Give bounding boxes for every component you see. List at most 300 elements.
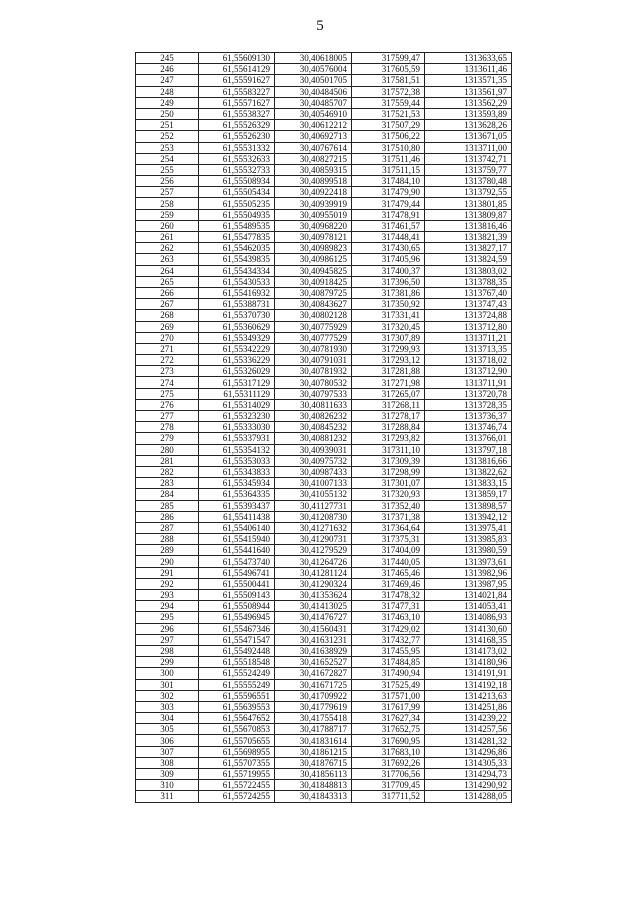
table-row xyxy=(136,142,512,153)
x-coordinate-cell: 317484,10 xyxy=(352,176,425,187)
longitude-cell: 30,41709922 xyxy=(275,690,352,701)
longitude-cell: 30,41671725 xyxy=(275,679,352,690)
point-number-cell: 274 xyxy=(136,377,199,388)
table-row xyxy=(136,209,512,220)
latitude-cell: 61,55707355 xyxy=(199,757,275,768)
longitude-cell: 30,40802128 xyxy=(275,310,352,321)
x-coordinate-cell: 317627,34 xyxy=(352,713,425,724)
latitude-cell: 61,55317129 xyxy=(199,377,275,388)
x-coordinate-cell: 317293,82 xyxy=(352,433,425,444)
longitude-cell: 30,41290731 xyxy=(275,534,352,545)
point-number-cell: 290 xyxy=(136,556,199,567)
table-row xyxy=(136,769,512,780)
longitude-cell: 30,41788717 xyxy=(275,724,352,735)
point-number-cell: 257 xyxy=(136,187,199,198)
x-coordinate-cell: 317381,86 xyxy=(352,287,425,298)
x-coordinate-cell: 317429,02 xyxy=(352,623,425,634)
y-coordinate-cell: 1314288,05 xyxy=(425,791,512,802)
longitude-cell: 30,40968220 xyxy=(275,220,352,231)
longitude-cell: 30,40899518 xyxy=(275,176,352,187)
table-row xyxy=(136,399,512,410)
table-row xyxy=(136,701,512,712)
y-coordinate-cell: 1313942,12 xyxy=(425,511,512,522)
longitude-cell: 30,40987433 xyxy=(275,466,352,477)
y-coordinate-cell: 1314053,41 xyxy=(425,601,512,612)
point-number-cell: 301 xyxy=(136,679,199,690)
table-row xyxy=(136,321,512,332)
longitude-cell: 30,41208730 xyxy=(275,511,352,522)
point-number-cell: 304 xyxy=(136,713,199,724)
point-number-cell: 245 xyxy=(136,53,199,64)
point-number-cell: 272 xyxy=(136,355,199,366)
longitude-cell: 30,40845232 xyxy=(275,422,352,433)
latitude-cell: 61,55314029 xyxy=(199,399,275,410)
point-number-cell: 279 xyxy=(136,433,199,444)
table-row xyxy=(136,243,512,254)
latitude-cell: 61,55441640 xyxy=(199,545,275,556)
longitude-cell: 30,40879725 xyxy=(275,287,352,298)
x-coordinate-cell: 317521,53 xyxy=(352,108,425,119)
y-coordinate-cell: 1313711,91 xyxy=(425,377,512,388)
y-coordinate-cell: 1313712,80 xyxy=(425,321,512,332)
y-coordinate-cell: 1313821,39 xyxy=(425,232,512,243)
latitude-cell: 61,55705655 xyxy=(199,735,275,746)
table-row xyxy=(136,556,512,567)
longitude-cell: 30,40546910 xyxy=(275,108,352,119)
y-coordinate-cell: 1314296,86 xyxy=(425,746,512,757)
latitude-cell: 61,55370730 xyxy=(199,310,275,321)
x-coordinate-cell: 317301,07 xyxy=(352,478,425,489)
latitude-cell: 61,55583227 xyxy=(199,86,275,97)
x-coordinate-cell: 317309,39 xyxy=(352,455,425,466)
table-row xyxy=(136,612,512,623)
page-number: 5 xyxy=(316,18,324,34)
table-row xyxy=(136,433,512,444)
x-coordinate-cell: 317581,51 xyxy=(352,75,425,86)
table-row xyxy=(136,645,512,656)
latitude-cell: 61,55639553 xyxy=(199,701,275,712)
y-coordinate-cell: 1313633,65 xyxy=(425,53,512,64)
coordinates-table-body xyxy=(136,53,512,803)
point-number-cell: 298 xyxy=(136,645,199,656)
x-coordinate-cell: 317617,99 xyxy=(352,701,425,712)
point-number-cell: 277 xyxy=(136,411,199,422)
x-coordinate-cell: 317352,40 xyxy=(352,500,425,511)
x-coordinate-cell: 317405,96 xyxy=(352,254,425,265)
latitude-cell: 61,55477835 xyxy=(199,232,275,243)
table-row xyxy=(136,153,512,164)
point-number-cell: 246 xyxy=(136,64,199,75)
point-number-cell: 278 xyxy=(136,422,199,433)
x-coordinate-cell: 317278,17 xyxy=(352,411,425,422)
x-coordinate-cell: 317507,29 xyxy=(352,120,425,131)
y-coordinate-cell: 1314239,22 xyxy=(425,713,512,724)
latitude-cell: 61,55532633 xyxy=(199,153,275,164)
x-coordinate-cell: 317599,47 xyxy=(352,53,425,64)
y-coordinate-cell: 1313780,48 xyxy=(425,176,512,187)
longitude-cell: 30,40775929 xyxy=(275,321,352,332)
longitude-cell: 30,40791031 xyxy=(275,355,352,366)
y-coordinate-cell: 1313711,21 xyxy=(425,332,512,343)
latitude-cell: 61,55496945 xyxy=(199,612,275,623)
table-row xyxy=(136,511,512,522)
latitude-cell: 61,55596551 xyxy=(199,690,275,701)
point-number-cell: 287 xyxy=(136,522,199,533)
latitude-cell: 61,55360629 xyxy=(199,321,275,332)
table-row xyxy=(136,131,512,142)
table-row xyxy=(136,690,512,701)
x-coordinate-cell: 317288,84 xyxy=(352,422,425,433)
point-number-cell: 306 xyxy=(136,735,199,746)
table-row xyxy=(136,53,512,64)
y-coordinate-cell: 1313720,78 xyxy=(425,388,512,399)
table-row xyxy=(136,657,512,668)
y-coordinate-cell: 1314251,86 xyxy=(425,701,512,712)
y-coordinate-cell: 1313561,97 xyxy=(425,86,512,97)
x-coordinate-cell: 317469,46 xyxy=(352,578,425,589)
table-row xyxy=(136,623,512,634)
point-number-cell: 311 xyxy=(136,791,199,802)
latitude-cell: 61,55724255 xyxy=(199,791,275,802)
table-row xyxy=(136,724,512,735)
point-number-cell: 268 xyxy=(136,310,199,321)
table-row xyxy=(136,567,512,578)
x-coordinate-cell: 317484,85 xyxy=(352,657,425,668)
table-row xyxy=(136,500,512,511)
y-coordinate-cell: 1313711,00 xyxy=(425,142,512,153)
latitude-cell: 61,55496741 xyxy=(199,567,275,578)
x-coordinate-cell: 317268,11 xyxy=(352,399,425,410)
longitude-cell: 30,41779619 xyxy=(275,701,352,712)
point-number-cell: 291 xyxy=(136,567,199,578)
x-coordinate-cell: 317479,90 xyxy=(352,187,425,198)
table-row xyxy=(136,176,512,187)
y-coordinate-cell: 1313671,05 xyxy=(425,131,512,142)
longitude-cell: 30,40945825 xyxy=(275,265,352,276)
x-coordinate-cell: 317440,05 xyxy=(352,556,425,567)
y-coordinate-cell: 1313742,71 xyxy=(425,153,512,164)
latitude-cell: 61,55462035 xyxy=(199,243,275,254)
longitude-cell: 30,40843627 xyxy=(275,299,352,310)
y-coordinate-cell: 1314305,33 xyxy=(425,757,512,768)
latitude-cell: 61,55439835 xyxy=(199,254,275,265)
table-row xyxy=(136,578,512,589)
y-coordinate-cell: 1313724,88 xyxy=(425,310,512,321)
longitude-cell: 30,40485707 xyxy=(275,97,352,108)
table-row xyxy=(136,86,512,97)
longitude-cell: 30,41856113 xyxy=(275,769,352,780)
longitude-cell: 30,41848813 xyxy=(275,780,352,791)
table-row xyxy=(136,97,512,108)
longitude-cell: 30,40881232 xyxy=(275,433,352,444)
point-number-cell: 285 xyxy=(136,500,199,511)
latitude-cell: 61,55415940 xyxy=(199,534,275,545)
x-coordinate-cell: 317271,98 xyxy=(352,377,425,388)
x-coordinate-cell: 317430,65 xyxy=(352,243,425,254)
latitude-cell: 61,55532733 xyxy=(199,164,275,175)
point-number-cell: 294 xyxy=(136,601,199,612)
point-number-cell: 310 xyxy=(136,780,199,791)
latitude-cell: 61,55489535 xyxy=(199,220,275,231)
latitude-cell: 61,55345934 xyxy=(199,478,275,489)
latitude-cell: 61,55571627 xyxy=(199,97,275,108)
point-number-cell: 295 xyxy=(136,612,199,623)
table-row xyxy=(136,310,512,321)
y-coordinate-cell: 1314173,02 xyxy=(425,645,512,656)
latitude-cell: 61,55411438 xyxy=(199,511,275,522)
x-coordinate-cell: 317320,93 xyxy=(352,489,425,500)
longitude-cell: 30,41476727 xyxy=(275,612,352,623)
table-row xyxy=(136,187,512,198)
longitude-cell: 30,40797533 xyxy=(275,388,352,399)
longitude-cell: 30,41413025 xyxy=(275,601,352,612)
latitude-cell: 61,55526329 xyxy=(199,120,275,131)
y-coordinate-cell: 1313898,57 xyxy=(425,500,512,511)
coordinates-table xyxy=(135,52,512,803)
y-coordinate-cell: 1313975,41 xyxy=(425,522,512,533)
point-number-cell: 259 xyxy=(136,209,199,220)
table-row xyxy=(136,355,512,366)
x-coordinate-cell: 317652,75 xyxy=(352,724,425,735)
longitude-cell: 30,41631231 xyxy=(275,634,352,645)
y-coordinate-cell: 1313718,02 xyxy=(425,355,512,366)
y-coordinate-cell: 1313982,96 xyxy=(425,567,512,578)
point-number-cell: 254 xyxy=(136,153,199,164)
point-number-cell: 250 xyxy=(136,108,199,119)
x-coordinate-cell: 317461,57 xyxy=(352,220,425,231)
x-coordinate-cell: 317511,15 xyxy=(352,164,425,175)
longitude-cell: 30,40859315 xyxy=(275,164,352,175)
point-number-cell: 266 xyxy=(136,287,199,298)
x-coordinate-cell: 317311,10 xyxy=(352,444,425,455)
table-row xyxy=(136,332,512,343)
latitude-cell: 61,55509143 xyxy=(199,590,275,601)
latitude-cell: 61,55647652 xyxy=(199,713,275,724)
x-coordinate-cell: 317455,95 xyxy=(352,645,425,656)
longitude-cell: 30,41290324 xyxy=(275,578,352,589)
x-coordinate-cell: 317298,99 xyxy=(352,466,425,477)
point-number-cell: 282 xyxy=(136,466,199,477)
point-number-cell: 283 xyxy=(136,478,199,489)
y-coordinate-cell: 1314086,93 xyxy=(425,612,512,623)
x-coordinate-cell: 317690,95 xyxy=(352,735,425,746)
table-row xyxy=(136,534,512,545)
point-number-cell: 273 xyxy=(136,366,199,377)
table-row xyxy=(136,366,512,377)
table-row xyxy=(136,343,512,354)
latitude-cell: 61,55342229 xyxy=(199,343,275,354)
x-coordinate-cell: 317465,46 xyxy=(352,567,425,578)
point-number-cell: 307 xyxy=(136,746,199,757)
latitude-cell: 61,55416932 xyxy=(199,287,275,298)
table-row xyxy=(136,276,512,287)
latitude-cell: 61,55609130 xyxy=(199,53,275,64)
x-coordinate-cell: 317478,91 xyxy=(352,209,425,220)
point-number-cell: 308 xyxy=(136,757,199,768)
table-row xyxy=(136,75,512,86)
longitude-cell: 30,40827215 xyxy=(275,153,352,164)
longitude-cell: 30,40692713 xyxy=(275,131,352,142)
latitude-cell: 61,55393437 xyxy=(199,500,275,511)
point-number-cell: 284 xyxy=(136,489,199,500)
x-coordinate-cell: 317709,45 xyxy=(352,780,425,791)
latitude-cell: 61,55467346 xyxy=(199,623,275,634)
latitude-cell: 61,55508934 xyxy=(199,176,275,187)
latitude-cell: 61,55364335 xyxy=(199,489,275,500)
x-coordinate-cell: 317478,32 xyxy=(352,590,425,601)
x-coordinate-cell: 317371,38 xyxy=(352,511,425,522)
point-number-cell: 263 xyxy=(136,254,199,265)
latitude-cell: 61,55518548 xyxy=(199,657,275,668)
point-number-cell: 286 xyxy=(136,511,199,522)
longitude-cell: 30,41672827 xyxy=(275,668,352,679)
point-number-cell: 270 xyxy=(136,332,199,343)
point-number-cell: 247 xyxy=(136,75,199,86)
longitude-cell: 30,41843313 xyxy=(275,791,352,802)
y-coordinate-cell: 1314191,91 xyxy=(425,668,512,679)
y-coordinate-cell: 1314130,60 xyxy=(425,623,512,634)
y-coordinate-cell: 1313801,85 xyxy=(425,198,512,209)
y-coordinate-cell: 1313788,35 xyxy=(425,276,512,287)
x-coordinate-cell: 317281,88 xyxy=(352,366,425,377)
table-row xyxy=(136,411,512,422)
latitude-cell: 61,55670853 xyxy=(199,724,275,735)
point-number-cell: 275 xyxy=(136,388,199,399)
longitude-cell: 30,41831614 xyxy=(275,735,352,746)
x-coordinate-cell: 317400,37 xyxy=(352,265,425,276)
latitude-cell: 61,55337931 xyxy=(199,433,275,444)
x-coordinate-cell: 317683,10 xyxy=(352,746,425,757)
table-row xyxy=(136,388,512,399)
x-coordinate-cell: 317299,93 xyxy=(352,343,425,354)
longitude-cell: 30,40576004 xyxy=(275,64,352,75)
point-number-cell: 309 xyxy=(136,769,199,780)
x-coordinate-cell: 317307,89 xyxy=(352,332,425,343)
table-row xyxy=(136,265,512,276)
table-row xyxy=(136,466,512,477)
point-number-cell: 249 xyxy=(136,97,199,108)
latitude-cell: 61,55311129 xyxy=(199,388,275,399)
x-coordinate-cell: 317510,80 xyxy=(352,142,425,153)
longitude-cell: 30,40826232 xyxy=(275,411,352,422)
table-row xyxy=(136,444,512,455)
table-row xyxy=(136,679,512,690)
point-number-cell: 288 xyxy=(136,534,199,545)
x-coordinate-cell: 317364,64 xyxy=(352,522,425,533)
y-coordinate-cell: 1313833,15 xyxy=(425,478,512,489)
latitude-cell: 61,55354132 xyxy=(199,444,275,455)
table-row xyxy=(136,422,512,433)
x-coordinate-cell: 317490,94 xyxy=(352,668,425,679)
y-coordinate-cell: 1313803,02 xyxy=(425,265,512,276)
x-coordinate-cell: 317432,77 xyxy=(352,634,425,645)
point-number-cell: 264 xyxy=(136,265,199,276)
latitude-cell: 61,55698955 xyxy=(199,746,275,757)
x-coordinate-cell: 317511,46 xyxy=(352,153,425,164)
longitude-cell: 30,40781932 xyxy=(275,366,352,377)
latitude-cell: 61,55719955 xyxy=(199,769,275,780)
longitude-cell: 30,40767614 xyxy=(275,142,352,153)
y-coordinate-cell: 1313611,46 xyxy=(425,64,512,75)
y-coordinate-cell: 1314168,35 xyxy=(425,634,512,645)
point-number-cell: 261 xyxy=(136,232,199,243)
table-row xyxy=(136,780,512,791)
x-coordinate-cell: 317692,26 xyxy=(352,757,425,768)
latitude-cell: 61,55504935 xyxy=(199,209,275,220)
table-row xyxy=(136,545,512,556)
y-coordinate-cell: 1313797,18 xyxy=(425,444,512,455)
y-coordinate-cell: 1313767,40 xyxy=(425,287,512,298)
latitude-cell: 61,55508944 xyxy=(199,601,275,612)
y-coordinate-cell: 1313562,29 xyxy=(425,97,512,108)
table-row xyxy=(136,601,512,612)
latitude-cell: 61,55591627 xyxy=(199,75,275,86)
longitude-cell: 30,40918425 xyxy=(275,276,352,287)
longitude-cell: 30,40777529 xyxy=(275,332,352,343)
x-coordinate-cell: 317706,56 xyxy=(352,769,425,780)
y-coordinate-cell: 1313859,17 xyxy=(425,489,512,500)
table-row xyxy=(136,478,512,489)
y-coordinate-cell: 1314021,84 xyxy=(425,590,512,601)
y-coordinate-cell: 1314192,18 xyxy=(425,679,512,690)
point-number-cell: 251 xyxy=(136,120,199,131)
latitude-cell: 61,55333030 xyxy=(199,422,275,433)
table-row xyxy=(136,735,512,746)
x-coordinate-cell: 317559,44 xyxy=(352,97,425,108)
y-coordinate-cell: 1313827,17 xyxy=(425,243,512,254)
x-coordinate-cell: 317396,50 xyxy=(352,276,425,287)
point-number-cell: 255 xyxy=(136,164,199,175)
point-number-cell: 265 xyxy=(136,276,199,287)
latitude-cell: 61,55505235 xyxy=(199,198,275,209)
point-number-cell: 253 xyxy=(136,142,199,153)
point-number-cell: 292 xyxy=(136,578,199,589)
longitude-cell: 30,41861215 xyxy=(275,746,352,757)
y-coordinate-cell: 1313593,89 xyxy=(425,108,512,119)
longitude-cell: 30,41264726 xyxy=(275,556,352,567)
latitude-cell: 61,55505434 xyxy=(199,187,275,198)
point-number-cell: 293 xyxy=(136,590,199,601)
longitude-cell: 30,41281124 xyxy=(275,567,352,578)
latitude-cell: 61,55434334 xyxy=(199,265,275,276)
point-number-cell: 248 xyxy=(136,86,199,97)
y-coordinate-cell: 1313822,62 xyxy=(425,466,512,477)
latitude-cell: 61,55388731 xyxy=(199,299,275,310)
x-coordinate-cell: 317404,09 xyxy=(352,545,425,556)
point-number-cell: 303 xyxy=(136,701,199,712)
table-row xyxy=(136,232,512,243)
latitude-cell: 61,55343833 xyxy=(199,466,275,477)
latitude-cell: 61,55430533 xyxy=(199,276,275,287)
latitude-cell: 61,55406140 xyxy=(199,522,275,533)
table-row xyxy=(136,668,512,679)
x-coordinate-cell: 317525,49 xyxy=(352,679,425,690)
y-coordinate-cell: 1314257,56 xyxy=(425,724,512,735)
point-number-cell: 302 xyxy=(136,690,199,701)
latitude-cell: 61,55471547 xyxy=(199,634,275,645)
latitude-cell: 61,55500441 xyxy=(199,578,275,589)
x-coordinate-cell: 317572,38 xyxy=(352,86,425,97)
y-coordinate-cell: 1313746,74 xyxy=(425,422,512,433)
point-number-cell: 300 xyxy=(136,668,199,679)
latitude-cell: 61,55614129 xyxy=(199,64,275,75)
table-row xyxy=(136,64,512,75)
table-row xyxy=(136,254,512,265)
x-coordinate-cell: 317265,07 xyxy=(352,388,425,399)
y-coordinate-cell: 1313816,66 xyxy=(425,455,512,466)
point-number-cell: 262 xyxy=(136,243,199,254)
x-coordinate-cell: 317463,10 xyxy=(352,612,425,623)
